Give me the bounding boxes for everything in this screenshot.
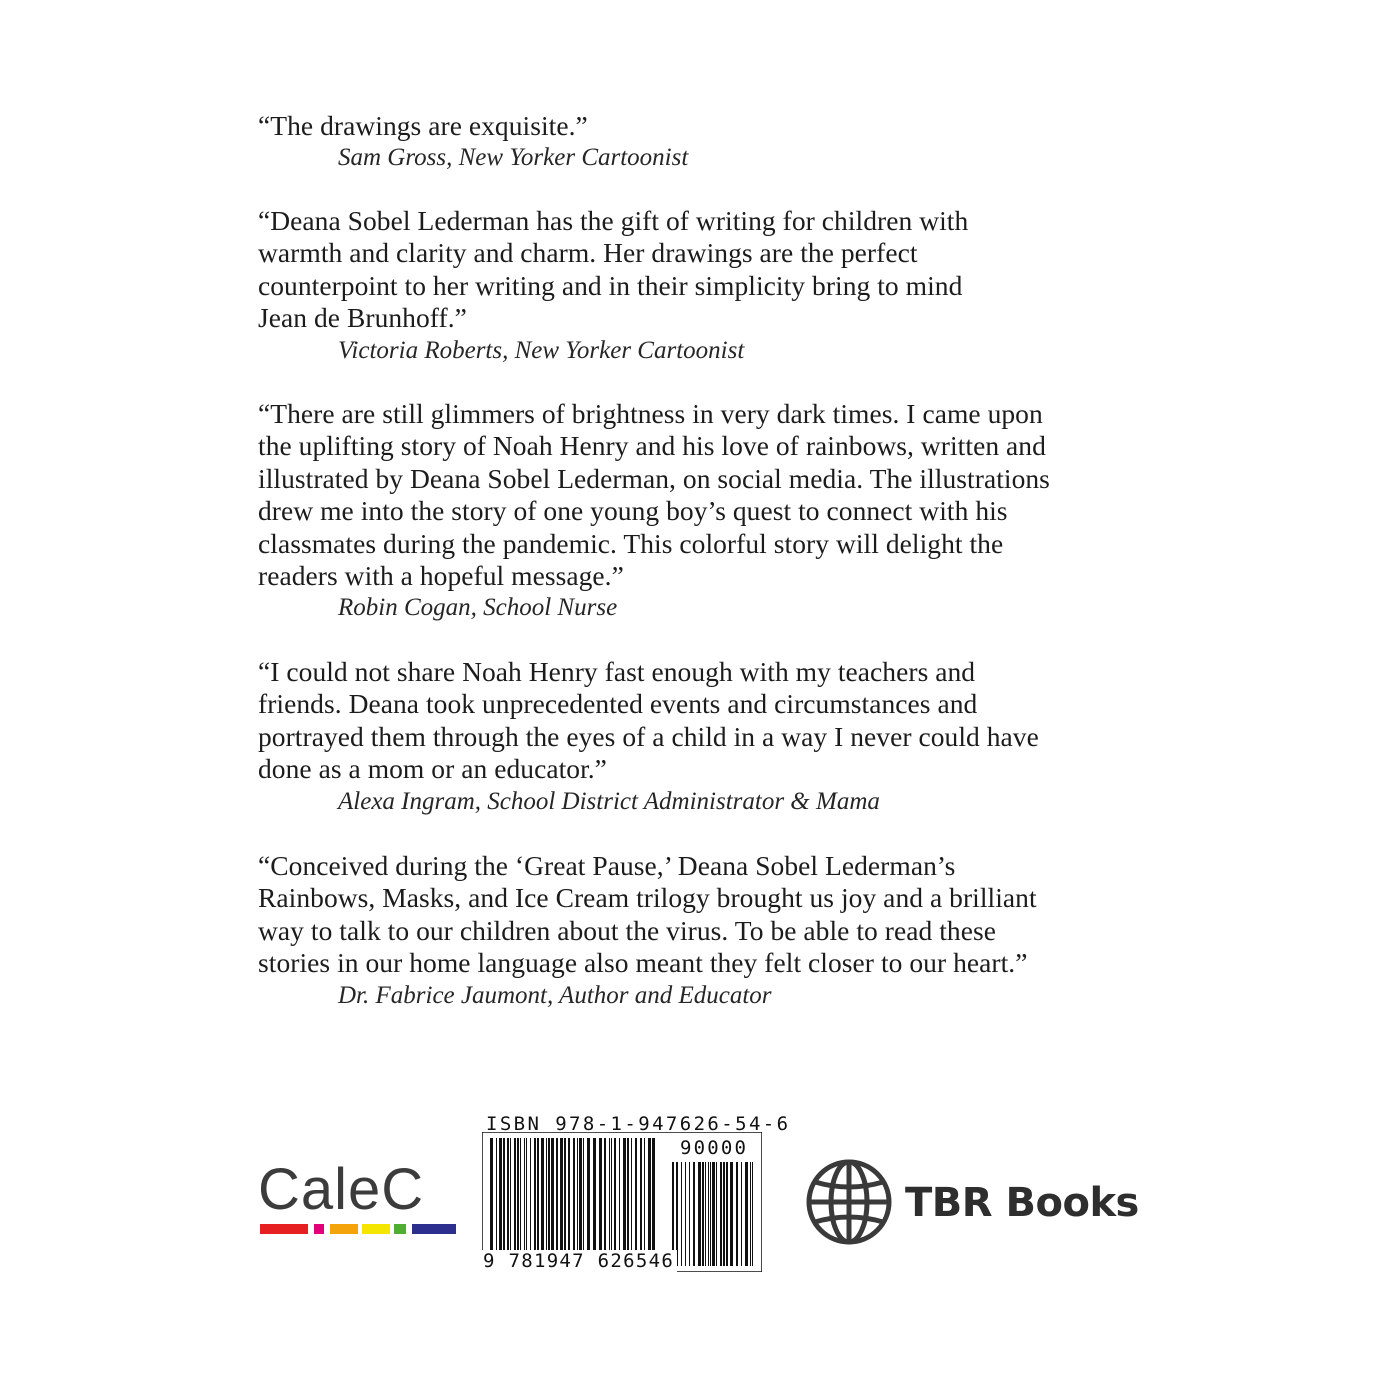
- barcode-bar: [510, 1138, 511, 1250]
- barcode-bar: [648, 1138, 651, 1250]
- caleo-stripe-segment: [330, 1224, 358, 1234]
- barcode-addon-bar: [708, 1162, 709, 1266]
- caleo-stripe-segment: [314, 1224, 324, 1234]
- barcode-bar: [548, 1138, 550, 1250]
- blurb-alexa-ingram: [258, 656, 1138, 818]
- barcode-addon-bar: [702, 1162, 704, 1266]
- barcode-addon-digits: 90000: [680, 1137, 749, 1159]
- tbr-books-logo: [805, 1158, 1139, 1248]
- barcode-bar: [514, 1138, 516, 1250]
- barcode-bar: [635, 1138, 637, 1250]
- caleo-stripe-segment: [394, 1224, 406, 1234]
- barcode-bar: [583, 1138, 584, 1250]
- barcode-bar: [546, 1138, 547, 1250]
- barcode-bar: [490, 1138, 493, 1264]
- caleo-logo-wordmark: CaleC: [258, 1157, 425, 1222]
- isbn-label: ISBN 978-1-947626-54-6: [486, 1113, 791, 1135]
- barcode-addon-bar: [752, 1162, 753, 1266]
- barcode-bar: [537, 1138, 539, 1250]
- barcode-bar: [619, 1138, 620, 1250]
- barcode-addon-bar: [723, 1162, 725, 1266]
- barcode-digits: 9 781947 626546: [480, 1250, 677, 1272]
- barcode-addon-bar: [685, 1162, 686, 1266]
- barcode-bar: [507, 1138, 509, 1250]
- barcode-bar: [573, 1138, 575, 1264]
- barcode-addon-bar: [726, 1162, 728, 1266]
- blurb-attribution: Dr. Fabrice Jaumont, Author and Educator: [338, 981, 772, 1009]
- barcode-addon-bar: [712, 1162, 715, 1266]
- globe-icon: [805, 1158, 893, 1246]
- barcode-addon-bar: [730, 1162, 733, 1266]
- barcode-bar: [496, 1138, 497, 1250]
- blurb-quote: “Conceived during the ‘Great Pause,’ Deana Sobel Lederman’s Rainbows, Masks, and Ice Cream trilogy brought us joy and a brilliant way to talk to our children about the virus. To be able to read these stories in our home language also meant they felt closer to our heart.”: [258, 850, 1037, 979]
- barcode-addon-bar: [745, 1162, 748, 1266]
- blurb-quote: “I could not share Noah Henry fast enough with my teachers and friends. Deana took unprecedented events and circumstances and portrayed them through the eyes of a child in a way I never could have done as a mom or an educator.”: [258, 656, 1039, 785]
- barcode-bar: [524, 1138, 525, 1250]
- barcode-bar: [627, 1138, 629, 1250]
- barcode-bar: [541, 1138, 544, 1250]
- barcode-bar: [530, 1138, 531, 1250]
- barcode-bar: [560, 1138, 563, 1250]
- tbr-books-wordmark: TBR Books: [905, 1180, 1139, 1226]
- barcode-bar: [652, 1138, 655, 1264]
- caleo-logo: [258, 1157, 440, 1240]
- barcode-bar: [593, 1138, 596, 1250]
- barcode-bar: [526, 1138, 527, 1250]
- barcode-addon-bar: [716, 1162, 717, 1266]
- barcode-bar: [587, 1138, 590, 1250]
- barcode-bar: [534, 1138, 536, 1250]
- barcode-bar: [577, 1138, 578, 1250]
- blurb-fabrice-jaumont: [258, 850, 1138, 1012]
- blurb-attribution: Alexa Ingram, School District Administrator & Mama: [338, 787, 880, 815]
- barcode-bar: [517, 1138, 519, 1250]
- barcode-bar: [614, 1138, 616, 1250]
- barcode-bar: [568, 1138, 570, 1250]
- barcode-addon-bar: [710, 1162, 711, 1266]
- caleo-stripe-segment: [260, 1224, 308, 1234]
- barcode-bar: [623, 1138, 626, 1250]
- barcode-addon-bar: [720, 1162, 722, 1266]
- barcode-bar: [609, 1138, 610, 1250]
- barcode-bar: [599, 1138, 602, 1250]
- barcode-bar: [640, 1138, 642, 1250]
- barcode-bar: [503, 1138, 505, 1250]
- caleo-stripe-segment: [362, 1224, 390, 1234]
- blurb-attribution: Victoria Roberts, New Yorker Cartoonist: [338, 336, 745, 364]
- blurb-sam-gross: [258, 110, 1138, 174]
- caleo-stripe-segment: [412, 1224, 456, 1234]
- barcode-bar: [604, 1138, 606, 1250]
- barcode-addon-bar: [741, 1162, 742, 1266]
- barcode-bar: [579, 1138, 582, 1250]
- barcode-bar: [551, 1138, 554, 1250]
- barcode-bar: [644, 1138, 645, 1250]
- blurb-quote: “Deana Sobel Lederman has the gift of writing for children with warmth and clarity and charm. Her drawings are the perfect counterpoint to her writing and in their simplicity bring to mind Jean de Brunhoff.”: [258, 205, 969, 334]
- barcode-bar: [499, 1138, 502, 1250]
- barcode-bar: [611, 1138, 612, 1250]
- caleo-logo-color-stripe: [260, 1224, 456, 1234]
- barcode-addon-bar: [750, 1162, 751, 1266]
- barcode-addon-bar: [705, 1162, 706, 1266]
- barcode-bar: [564, 1138, 566, 1250]
- barcode-addon-bar: [736, 1162, 738, 1266]
- barcode-bar: [631, 1138, 632, 1250]
- barcode-bar: [520, 1138, 521, 1250]
- blurb-quote: “There are still glimmers of brightness in very dark times. I came upon the uplifting story of Noah Henry and his love of rainbows, written and illustrated by Deana Sobel Lederman, on social media. The illustrations drew me into the story of one young boy’s quest to connect with his classmates during the pandemic. This colorful story will delight the readers with a hopeful message.”: [258, 398, 1050, 592]
- barcode-addon-bar: [698, 1162, 701, 1266]
- barcode-addon-bar: [681, 1162, 682, 1266]
- barcode-addon-bar: [693, 1162, 695, 1266]
- blurb-attribution: Robin Cogan, School Nurse: [338, 594, 618, 622]
- blurb-quote: “The drawings are exquisite.”: [258, 110, 588, 141]
- blurb-attribution: Sam Gross, New Yorker Cartoonist: [338, 144, 689, 172]
- barcode-addon-bar: [689, 1162, 690, 1266]
- blurb-robin-cogan: [258, 398, 1138, 624]
- blurb-victoria-roberts: [258, 205, 1138, 367]
- barcode-bar: [556, 1138, 558, 1250]
